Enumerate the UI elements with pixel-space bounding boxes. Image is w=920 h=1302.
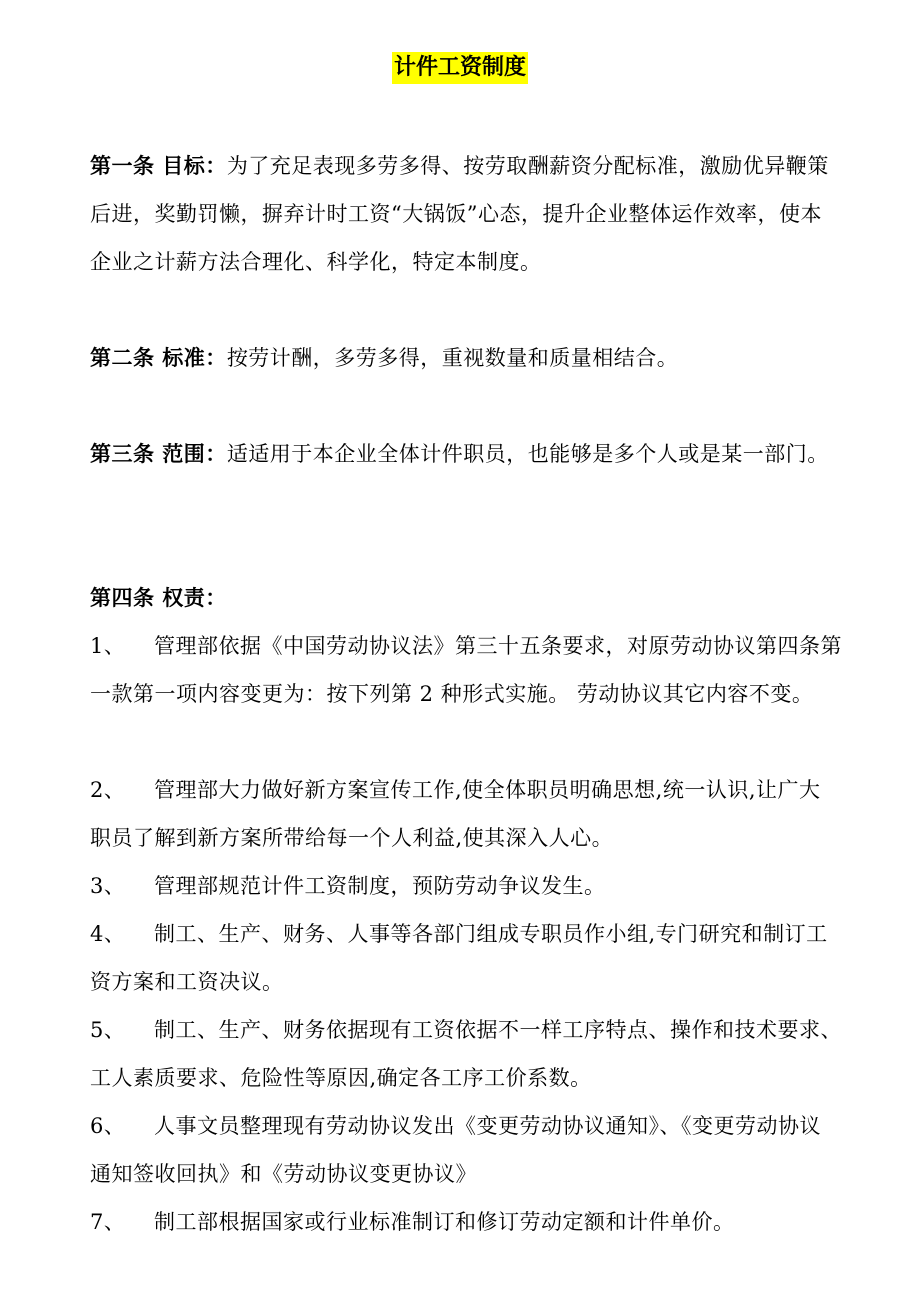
article-1 — [90, 142, 842, 286]
article-3-label: 第三条 范围： — [90, 442, 227, 466]
article-2-text: 按劳计酬，多劳多得，重视数量和质量相结合。 — [226, 346, 679, 370]
list-item-number: 7、 — [90, 1210, 126, 1234]
list-item-text: 管理部大力做好新方案宣传工作,使全体职员明确思想,统一认识,让广大职员了解到新方案所带给每一个人利益,使其深入人心。 — [90, 778, 821, 850]
list-item-number: 4、 — [90, 922, 126, 946]
list-item-4 — [90, 910, 842, 1006]
list-item-7 — [90, 1198, 842, 1246]
list-item-1 — [90, 622, 842, 718]
list-item-2 — [90, 766, 842, 862]
list-item-number: 5、 — [90, 1018, 126, 1042]
document-title: 计件工资制度 — [392, 52, 528, 84]
list-item-text: 管理部依据《中国劳动协议法》第三十五条要求，对原劳动协议第四条第一款第一项内容变更为：按下列第 2 种形式实施。 劳动协议其它内容不变。 — [90, 634, 842, 706]
article-1-label: 第一条 目标： — [90, 154, 227, 178]
title-wrap — [0, 52, 920, 84]
article-3 — [90, 430, 842, 478]
article-1-text: 为了充足表现多劳多得、按劳取酬薪资分配标准，激励优异鞭策后进，奖勤罚懒，摒弃计时工资“大锅饭”心态，提升企业整体运作效率，使本企业之计薪方法合理化、科学化，特定本制度。 — [90, 154, 829, 274]
list-item-5 — [90, 1006, 842, 1102]
list-item-text: 管理部规范计件工资制度，预防劳动争议发生。 — [154, 874, 606, 898]
list-item-3 — [90, 862, 842, 910]
article-4 — [90, 574, 842, 622]
list-item-6 — [90, 1102, 842, 1198]
list-item-number: 3、 — [90, 874, 126, 898]
article-2 — [90, 334, 842, 382]
list-item-text: 制工部根据国家或行业标准制订和修订劳动定额和计件单价。 — [154, 1210, 735, 1234]
list-item-text: 制工、生产、财务依据现有工资依据不一样工序特点、操作和技术要求、工人素质要求、危险性等原因,确定各工序工价系数。 — [90, 1018, 842, 1090]
list-item-text: 人事文员整理现有劳动协议发出《变更劳动协议通知》、《变更劳动协议通知签收回执》和《劳动协议变更协议》 — [90, 1114, 821, 1186]
list-item-number: 2、 — [90, 778, 126, 802]
list-item-text: 制工、生产、财务、人事等各部门组成专职员作小组,专门研究和制订工资方案和工资决议。 — [90, 922, 828, 994]
list-item-number: 1、 — [90, 634, 126, 658]
article-2-label: 第二条 标准： — [90, 346, 227, 370]
article-3-text: 适适用于本企业全体计件职员，也能够是多个人或是某一部门。 — [226, 442, 829, 466]
list-item-number: 6、 — [90, 1114, 126, 1138]
article-4-label: 第四条 权责： — [90, 586, 227, 610]
